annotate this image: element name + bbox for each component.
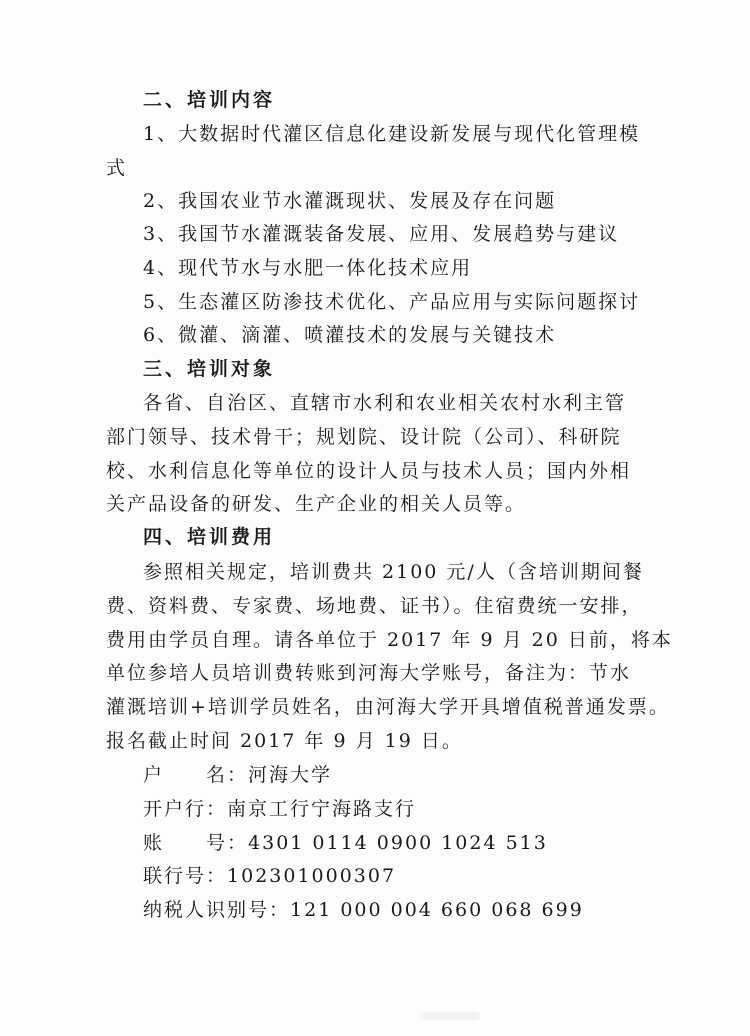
section-heading-training-audience: 三、培训对象 [143,358,276,380]
content-item-2: 2、我国农业节水灌溉现状、发展及存在问题 [143,190,557,212]
tax-id-label: 纳税人识别号： [143,899,291,921]
fee-line-6: 报名截止时间 2017 年 9 月 19 日。 [106,730,463,752]
content-item-6: 6、微灌、滴灌、喷灌技术的发展与关键技术 [143,324,557,346]
account-name-label: 户 名： [143,764,249,786]
account-number-row [143,831,548,855]
scan-smudge [420,1012,480,1020]
tax-id-row [143,898,584,922]
fee-line-4: 单位参培人员培训费转账到河海大学账号，备注为：节水 [106,662,632,684]
content-item-4: 4、现代节水与水肥一体化技术应用 [143,257,473,279]
content-item-3: 3、我国节水灌溉装备发展、应用、发展趋势与建议 [143,223,620,245]
content-item-1-continued: 式 [106,157,128,179]
audience-line-3: 校、水利信息化等单位的设计人员与技术人员；国内外相 [106,460,632,482]
clearing-number-value: 102301000307 [227,865,397,887]
fee-line-2: 费、资料费、专家费、场地费、证书）。住宿费统一安排， [106,595,643,617]
audience-line-2: 部门领导、技术骨干；规划院、设计院（公司）、科研院 [106,426,622,448]
audience-line-4: 关产品设备的研发、生产企业的相关人员等。 [106,493,527,515]
tax-id-value: 121 000 004 660 068 699 [290,899,584,921]
audience-line-1: 各省、自治区、直辖市水利和农业相关农村水利主管 [143,392,627,414]
fee-line-3: 费用由学员自理。请各单位于 2017 年 9 月 20 日前，将本 [106,629,673,651]
content-item-5: 5、生态灌区防渗技术优化、产品应用与实际问题探讨 [143,291,641,313]
fee-line-1: 参照相关规定，培训费共 2100 元/人（含培训期间餐 [143,561,644,583]
bank-value: 南京工行宁海路支行 [227,798,417,820]
account-number-value: 4301 0114 0900 1024 513 [248,832,548,854]
clearing-number-row [143,864,396,888]
account-name-row [143,763,332,787]
section-heading-training-content: 二、培训内容 [143,89,276,111]
bank-label: 开户行： [143,798,228,820]
account-number-label: 账 号： [143,832,249,854]
account-name-value: 河海大学 [248,764,333,786]
bank-row [143,797,416,821]
fee-line-5: 灌溉培训+培训学员姓名，由河海大学开具增值税普通发票。 [106,696,670,718]
clearing-number-label: 联行号： [143,865,228,887]
content-item-1: 1、大数据时代灌区信息化建设新发展与现代化管理模 [143,123,641,145]
section-heading-training-fee: 四、培训费用 [143,526,276,548]
